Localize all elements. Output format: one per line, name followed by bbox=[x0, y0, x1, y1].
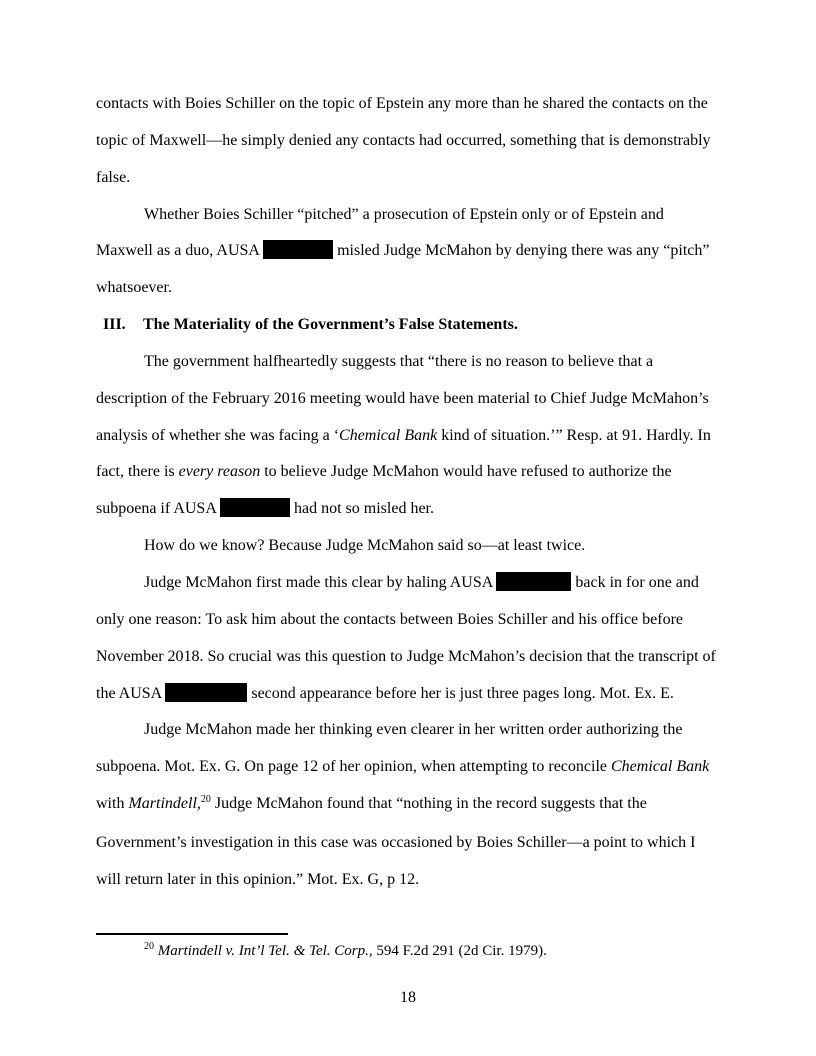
section-heading: III. The Materiality of the Government’s False Statements. bbox=[96, 307, 720, 344]
page-number: 18 bbox=[400, 989, 416, 1006]
body-line: contacts with Boies Schiller on the topic of Epstein any more than he shared the contacts on the bbox=[96, 95, 708, 112]
body-line: only one reason: To ask him about the contacts between Boies Schiller and his office before bbox=[96, 610, 684, 628]
section-number: III. bbox=[103, 316, 126, 334]
document-body bbox=[96, 86, 720, 899]
body-line: November 2018. So crucial was this question to Judge McMahon’s decision that the transcript of bbox=[96, 647, 716, 665]
redaction-box bbox=[496, 572, 571, 591]
body-line: subpoena if AUSA had not so misled her. bbox=[96, 500, 434, 518]
body-line: Judge McMahon made her thinking even clearer in her written order authorizing the bbox=[144, 721, 683, 739]
body-line: with Martindell,$^{20}$ Judge McMahon found that “nothing in the record suggests that the bbox=[96, 794, 647, 813]
footnote bbox=[96, 941, 720, 963]
body-line: Whether Boies Schiller “pitched” a prosecution of Epstein only or of Epstein and bbox=[144, 205, 664, 223]
body-line: The government halfheartedly suggests that “there is no reason to believe that a bbox=[144, 352, 654, 370]
body-line: will return later in this opinion.” Mot. Ex. G, p 12. bbox=[96, 870, 420, 888]
redaction-box bbox=[263, 240, 333, 259]
body-line: false. bbox=[96, 168, 131, 186]
footnote-text: Martindell v. Int’l Tel. & Tel. Corp., 594 F.2d 291 (2d Cir. 1979). bbox=[157, 943, 547, 959]
body-line: subpoena. Mot. Ex. G. On page 12 of her opinion, when attempting to reconcile Chemical Bank bbox=[96, 758, 710, 776]
body-line: fact, there is every reason to believe Judge McMahon would have refused to authorize the bbox=[96, 463, 672, 481]
body-line: How do we know? Because Judge McMahon said so—at least twice. bbox=[144, 537, 586, 555]
body-line: description of the February 2016 meeting would have been material to Chief Judge McMahon’s bbox=[96, 389, 709, 407]
redaction-box bbox=[165, 683, 247, 702]
body-line: topic of Maxwell—he simply denied any contacts had occurred, something that is demonstrably bbox=[96, 131, 711, 149]
body-line: analysis of whether she was facing a ‘Chemical Bank kind of situation.’” Resp. at 91. Hardly. In bbox=[96, 426, 711, 444]
body-line: Judge McMahon first made this clear by haling AUSA back in for one and bbox=[144, 573, 699, 591]
body-line: Maxwell as a duo, AUSA misled Judge McMahon by denying there was any “pitch” bbox=[96, 242, 710, 260]
body-line: the AUSA second appearance before her is just three pages long. Mot. Ex. E. bbox=[96, 684, 674, 702]
body-line: whatsoever. bbox=[96, 279, 172, 297]
footnote-reference: 20 bbox=[200, 794, 211, 806]
footnote-marker: 20 bbox=[144, 941, 154, 952]
body-line: Government’s investigation in this case was occasioned by Boies Schiller—a point to which I bbox=[96, 833, 696, 851]
footnote-separator bbox=[96, 933, 288, 935]
redaction-box bbox=[220, 498, 290, 517]
